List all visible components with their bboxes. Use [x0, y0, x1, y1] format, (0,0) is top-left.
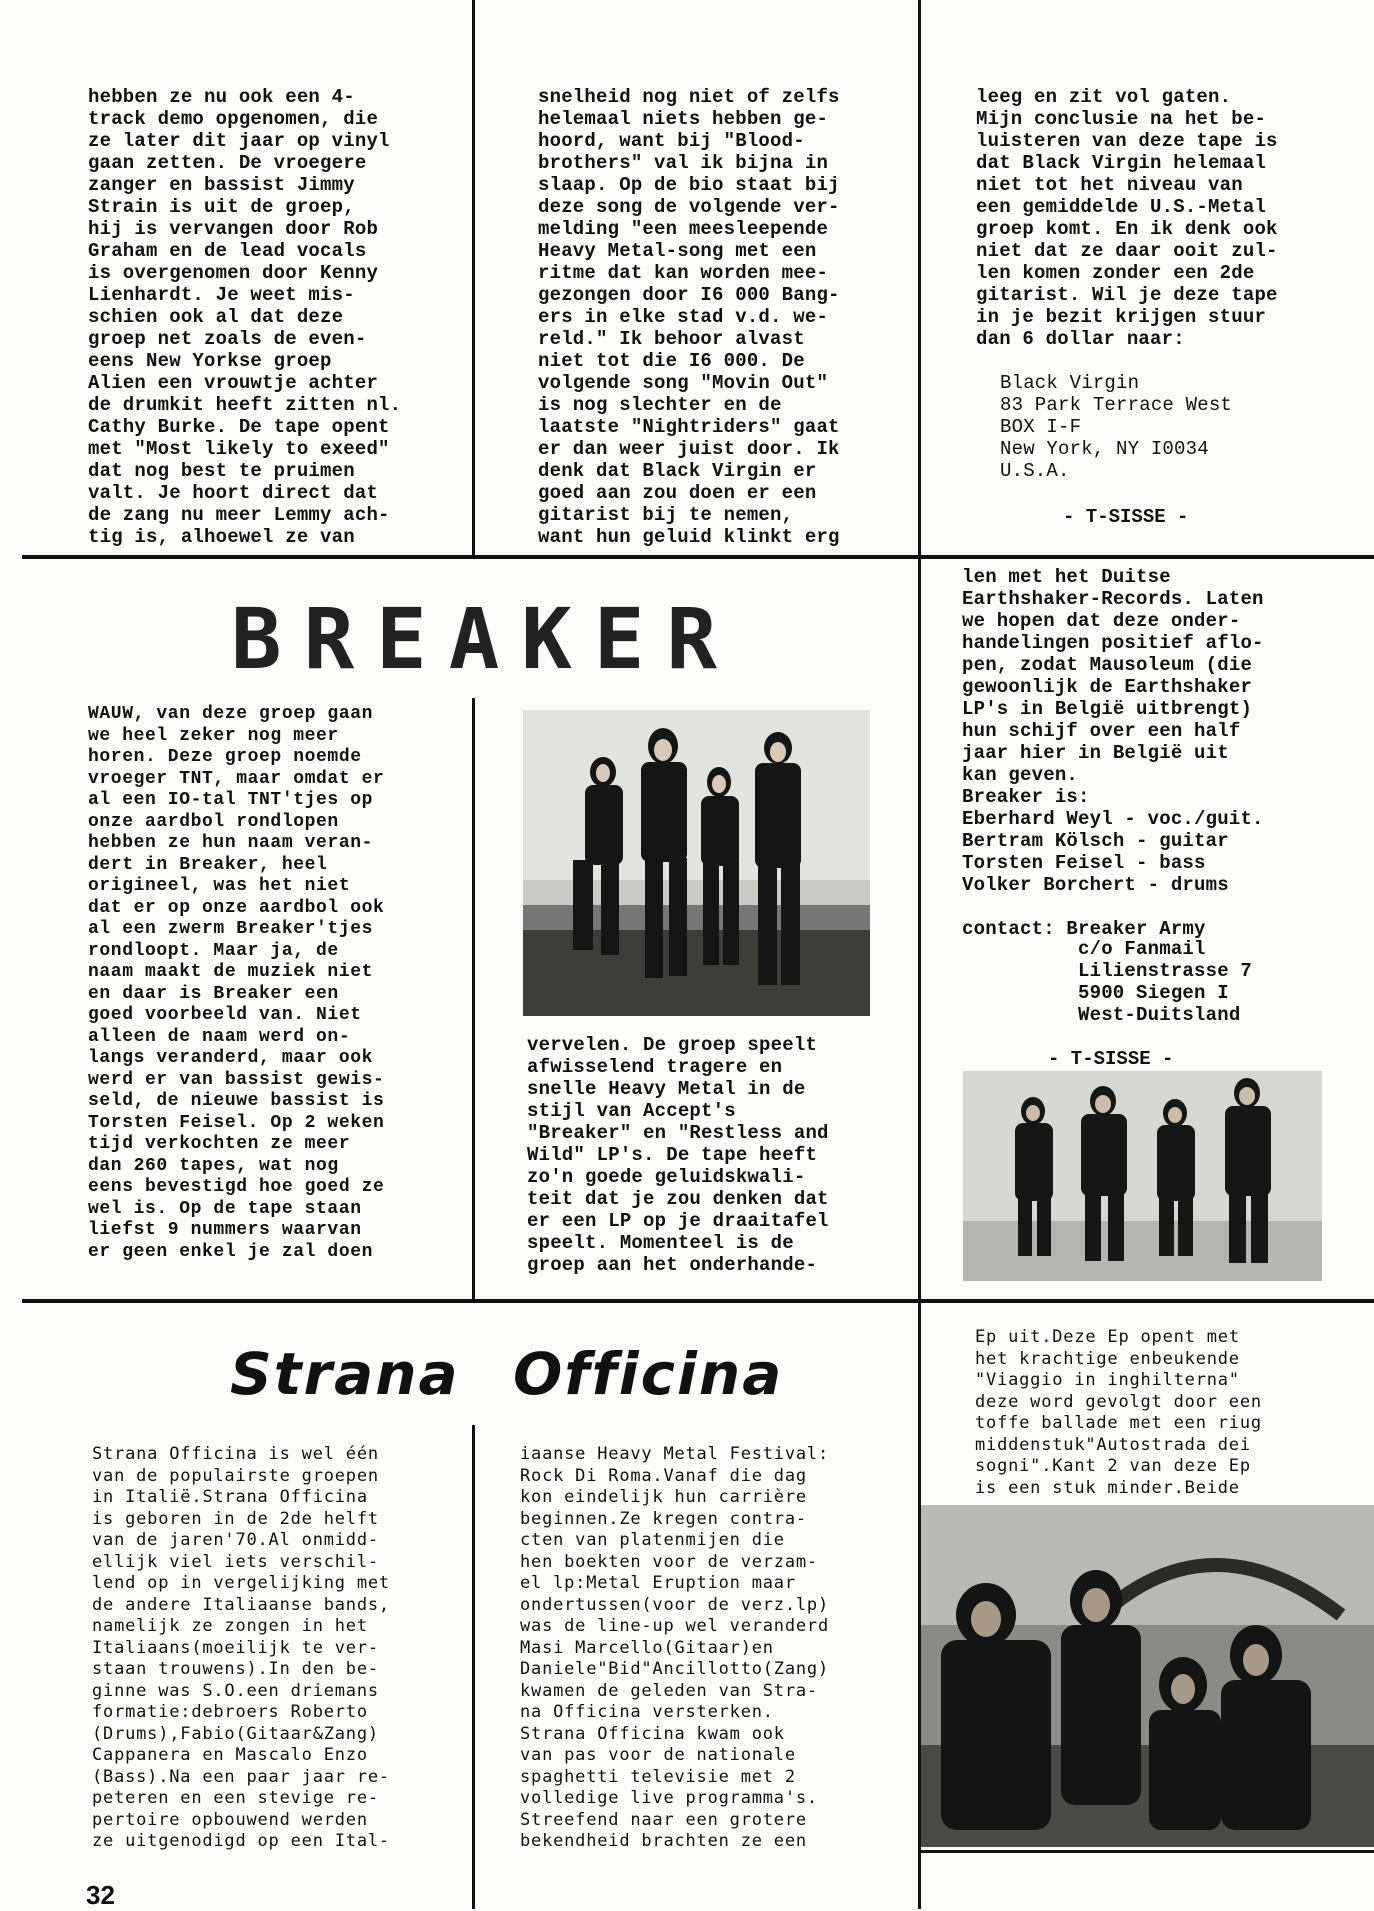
text-line: al een zwerm Breaker'tjes — [88, 919, 374, 939]
text-line: melding "een meesleepende — [538, 218, 829, 240]
text-line: was de line-up wel veranderd — [520, 1616, 829, 1636]
text-line: afwisselend tragere en — [527, 1056, 783, 1078]
section-divider — [22, 555, 1374, 559]
text-line: hij is vervangen door Rob — [88, 218, 379, 240]
text-line: kon eindelijk hun carrière — [520, 1487, 807, 1507]
text-line: de drumkit heeft zitten nl. — [88, 394, 402, 416]
text-line: en daar is Breaker een — [88, 983, 339, 1004]
page-number: 32 — [86, 1880, 115, 1910]
breaker-band-photo — [523, 710, 870, 1016]
text-line: sogni".Kant 2 van deze Ep — [975, 1456, 1251, 1476]
photo-bottom-rule — [921, 1850, 1374, 1853]
text-line: Strana Officina kwam ook — [520, 1723, 785, 1744]
strana-band-photo — [921, 1505, 1374, 1847]
text-line: dat er op onze aardbol ook — [88, 897, 385, 918]
text-line: helemaal niets hebben ge- — [538, 108, 829, 130]
section-divider — [22, 1299, 1374, 1303]
text-line: pertoire opbouwend werden — [92, 1809, 368, 1830]
column-divider — [472, 698, 475, 1299]
text-line: gezongen door I6 000 Bang- — [538, 284, 840, 306]
text-line: Heavy Metal-song met een — [538, 240, 817, 262]
text-line: van de populairste groepen — [92, 1465, 379, 1486]
text-line: niet tot het niveau van — [976, 174, 1243, 196]
text-line: kwamen de geleden van Stra- — [520, 1680, 818, 1701]
text-line: niet tot die I6 000. De — [538, 350, 805, 372]
text-line: Torsten Feisel. Op 2 weken — [88, 1112, 385, 1133]
text-line: peteren en een stevige re- — [92, 1788, 379, 1808]
column-divider — [472, 0, 475, 555]
text-line: deze song de volgende ver- — [538, 196, 840, 218]
breaker-text-col2 — [527, 1034, 829, 1276]
text-line: track demo opgenomen, die — [88, 108, 379, 130]
strana-text-col2 — [520, 1444, 829, 1853]
text-line: al een IO-tal TNT'tjes op — [88, 790, 374, 810]
text-line: ellijk viel iets verschil- — [92, 1551, 379, 1572]
text-line: (Drums),Fabio(Gitaar&Zang) — [92, 1723, 379, 1744]
text-line — [962, 896, 1264, 918]
text-line: hebben ze hun naam veran- — [88, 833, 374, 853]
text-line: Wild" LP's. De tape heeft — [527, 1144, 818, 1166]
text-line: Strain is uit de groep, — [88, 196, 355, 218]
text-line: handelingen positief aflo- — [962, 632, 1264, 654]
black-virgin-signature: - T-SISSE - — [1063, 506, 1189, 528]
text-line: Lilienstrasse 7 — [1078, 960, 1253, 982]
breaker-signature: - T-SISSE - — [1048, 1048, 1174, 1070]
text-line: hen boekten voor de verzam- — [520, 1551, 818, 1572]
text-line: volledige live programma's. — [520, 1788, 818, 1808]
text-line: contact: Breaker Army — [962, 918, 1206, 940]
text-line: origineel, was het niet — [88, 876, 351, 896]
text-line: reld." Ik behoor alvast — [538, 328, 805, 350]
text-line: schien ook al dat deze — [88, 306, 344, 328]
black-virgin-text-col2 — [538, 86, 840, 548]
text-line: lend op in vergelijking met — [92, 1573, 390, 1593]
text-line: jaar hier in België uit — [962, 742, 1229, 764]
text-line: Bertram Kölsch - guitar — [962, 830, 1229, 852]
text-line: volgende song "Movin Out" — [538, 372, 829, 394]
text-line: 83 Park Terrace West — [1000, 394, 1233, 416]
text-line: tig is, alhoewel ze van — [88, 526, 355, 548]
text-line: Masi Marcello(Gitaar)en — [520, 1637, 774, 1658]
text-line: er geen enkel je zal doen — [88, 1241, 374, 1262]
text-line: liefst 9 nummers waarvan — [88, 1220, 362, 1240]
text-line: Italiaans(moeilijk te ver- — [92, 1637, 379, 1658]
text-line: luisteren van deze tape is — [976, 130, 1278, 152]
text-line: hebben ze nu ook een 4- — [88, 86, 355, 108]
text-line: goed aan zou doen er een — [538, 482, 817, 504]
text-line: er een LP op je draaitafel — [527, 1210, 829, 1232]
text-line: ondertussen(voor de verz.lp) — [520, 1594, 829, 1615]
text-line: "Viaggio in inghilterna" — [975, 1370, 1240, 1390]
text-line: gewoonlijk de Earthshaker — [962, 676, 1253, 698]
text-line: spaghetti televisie met 2 — [520, 1766, 796, 1787]
text-line: hoord, want bij "Blood- — [538, 130, 805, 152]
text-line: want hun geluid klinkt erg — [538, 526, 840, 548]
text-line: is nog slechter en de — [538, 394, 782, 416]
text-line: (Bass).Na een paar jaar re- — [92, 1766, 390, 1787]
text-line: langs veranderd, maar ook — [88, 1048, 374, 1068]
text-line: dert in Breaker, heel — [88, 854, 328, 875]
text-line: c/o Fanmail — [1078, 938, 1206, 960]
text-line: len komen zonder een 2de — [976, 262, 1255, 284]
strana-title-word1: Strana — [230, 1340, 460, 1408]
text-line: LP's in België uitbrengt) — [962, 698, 1253, 720]
text-line: met "Most likely to exeed" — [88, 438, 390, 460]
text-line: U.S.A. — [1000, 460, 1070, 482]
text-line: staan trouwens).In den be- — [92, 1659, 379, 1679]
text-line: werd er van bassist gewis- — [88, 1069, 385, 1090]
breaker-text-col3 — [962, 566, 1264, 940]
text-line: West-Duitsland — [1078, 1004, 1241, 1026]
column-divider — [472, 1425, 475, 1909]
text-line: het krachtige enbeukende — [975, 1348, 1240, 1369]
text-line: Streefend naar een grotere — [520, 1809, 807, 1830]
text-line: Strana Officina is wel één — [92, 1444, 379, 1464]
text-line: groep komt. En ik denk ook — [976, 218, 1278, 240]
text-line: ze later dit jaar op vinyl — [88, 130, 390, 152]
text-line: denk dat Black Virgin er — [538, 460, 817, 482]
breaker-contact-address — [1078, 938, 1252, 1026]
text-line: alleen de naam werd on- — [88, 1026, 351, 1047]
text-line: in Italië.Strana Officina — [92, 1487, 368, 1507]
text-line: Cathy Burke. De tape opent — [88, 416, 390, 438]
text-line: Earthshaker-Records. Laten — [962, 588, 1264, 610]
text-line: gaan zetten. De vroegere — [88, 152, 367, 174]
text-line: iaanse Heavy Metal Festival: — [520, 1444, 829, 1464]
text-line: stijl van Accept's — [527, 1100, 736, 1122]
text-line: ers in elke stad v.d. we- — [538, 306, 829, 328]
text-line: Torsten Feisel - bass — [962, 852, 1206, 874]
text-line: gitarist bij te nemen, — [538, 504, 794, 526]
text-line: deze word gevolgt door een — [975, 1391, 1262, 1412]
text-line: rondloopt. Maar ja, de — [88, 940, 339, 961]
text-line: dat Black Virgin helemaal — [976, 152, 1267, 174]
text-line: eens New Yorkse groep — [88, 350, 332, 372]
text-line: hun schijf over een half — [962, 720, 1241, 742]
text-line: tijd verkochten ze meer — [88, 1134, 351, 1154]
text-line: Volker Borchert - drums — [962, 874, 1229, 896]
text-line: slaap. Op de bio staat bij — [538, 174, 840, 196]
text-line: Mijn conclusie na het be- — [976, 108, 1267, 130]
black-virgin-text-col3 — [976, 86, 1278, 350]
column-divider — [918, 0, 921, 555]
text-line: snelheid nog niet of zelfs — [538, 86, 840, 108]
text-line: Daniele"Bid"Ancillotto(Zang) — [520, 1659, 829, 1679]
text-line: er dan weer juist door. Ik — [538, 438, 840, 460]
text-line: we heel zeker nog meer — [88, 725, 339, 746]
text-line: vervelen. De groep speelt — [527, 1034, 818, 1056]
text-line: ginne was S.O.een driemans — [92, 1680, 379, 1701]
text-line: van de jaren'70.Al onmidd- — [92, 1530, 379, 1550]
text-line: ritme dat kan worden mee- — [538, 262, 829, 284]
text-line: wel is. Op de tape staan — [88, 1198, 362, 1219]
text-line: toffe ballade met een riug — [975, 1413, 1262, 1433]
text-line: Rock Di Roma.Vanaf die dag — [520, 1465, 807, 1486]
strana-text-col1 — [92, 1444, 390, 1853]
text-line: dan 260 tapes, wat nog — [88, 1155, 339, 1176]
text-line: beginnen.Ze kregen contra- — [520, 1508, 807, 1529]
column-divider — [918, 558, 921, 1299]
text-line: speelt. Momenteel is de — [527, 1232, 794, 1254]
text-line: "Breaker" en "Restless and — [527, 1122, 829, 1144]
text-line: van pas voor de nationale — [520, 1745, 796, 1765]
text-line: is overgenomen door Kenny — [88, 262, 379, 284]
text-line: laatste "Nightriders" gaat — [538, 416, 840, 438]
text-line: Cappanera en Mascalo Enzo — [92, 1745, 368, 1765]
text-line: BOX I-F — [1000, 416, 1082, 438]
text-line: naam maakt de muziek niet — [88, 962, 374, 982]
text-line: Graham en de lead vocals — [88, 240, 367, 262]
text-line: groep net zoals de even- — [88, 328, 367, 350]
text-line: de andere Italiaanse bands, — [92, 1594, 390, 1615]
text-line: goed voorbeeld van. Niet — [88, 1005, 362, 1025]
breaker-text-col1 — [88, 704, 384, 1263]
text-line: leeg en zit vol gaten. — [976, 86, 1232, 108]
black-virgin-address — [1000, 372, 1232, 482]
text-line: Black Virgin — [1000, 372, 1140, 394]
breaker-title: BREAKER — [231, 590, 740, 688]
text-line: Alien een vrouwtje achter — [88, 372, 379, 394]
text-line: len met het Duitse — [962, 566, 1171, 588]
text-line: na Officina versterken. — [520, 1702, 774, 1722]
text-line: ze uitgenodigd op een Ital- — [92, 1831, 390, 1851]
text-line: Lienhardt. Je weet mis- — [88, 284, 355, 306]
text-line: New York, NY I0034 — [1000, 438, 1209, 460]
text-line: een gemiddelde U.S.-Metal — [976, 196, 1267, 218]
text-line: namelijk ze zongen in het — [92, 1616, 368, 1636]
text-line: is geboren in de 2de helft — [92, 1508, 379, 1529]
text-line: onze aardbol rondlopen — [88, 811, 339, 832]
text-line: Ep uit.Deze Ep opent met — [975, 1327, 1240, 1347]
text-line: Breaker is: — [962, 786, 1090, 808]
text-line: niet dat ze daar ooit zul- — [976, 240, 1278, 262]
text-line: cten van platenmijen die — [520, 1530, 785, 1550]
text-line: horen. Deze groep noemde — [88, 747, 362, 767]
text-line: groep aan het onderhande- — [527, 1254, 818, 1276]
text-line: teit dat je zou denken dat — [527, 1188, 829, 1210]
text-line: pen, zodat Mausoleum (die — [962, 654, 1253, 676]
text-line: middenstuk"Autostrada dei — [975, 1434, 1251, 1455]
strana-text-col3 — [975, 1327, 1262, 1499]
black-virgin-text-col1 — [88, 86, 401, 548]
text-line: formatie:debroers Roberto — [92, 1702, 368, 1722]
text-line: WAUW, van deze groep gaan — [88, 704, 374, 724]
text-line: zanger en bassist Jimmy — [88, 174, 355, 196]
text-line: is een stuk minder.Beide — [975, 1477, 1240, 1498]
strana-title-word2: Officina — [513, 1340, 784, 1408]
text-line: kan geven. — [962, 764, 1079, 786]
text-line: snelle Heavy Metal in de — [527, 1078, 806, 1100]
text-line: dan 6 dollar naar: — [976, 328, 1185, 350]
text-line: bekendheid brachten ze een — [520, 1831, 807, 1851]
text-line: in je bezit krijgen stuur — [976, 306, 1267, 328]
text-line: el lp:Metal Eruption maar — [520, 1573, 796, 1593]
text-line: zo'n goede geluidskwali- — [527, 1166, 806, 1188]
text-line: 5900 Siegen I — [1078, 982, 1229, 1004]
text-line: valt. Je hoort direct dat — [88, 482, 379, 504]
text-line: de zang nu meer Lemmy ach- — [88, 504, 390, 526]
text-line: gitarist. Wil je deze tape — [976, 284, 1278, 306]
breaker-band-photo-2 — [963, 1071, 1322, 1281]
text-line: brothers" val ik bijna in — [538, 152, 829, 174]
text-line: dat nog best te pruimen — [88, 460, 355, 482]
text-line: eens bevestigd hoe goed ze — [88, 1177, 385, 1197]
text-line: Eberhard Weyl - voc./guit. — [962, 808, 1264, 830]
text-line: seld, de nieuwe bassist is — [88, 1091, 385, 1111]
text-line: we hopen dat deze onder- — [962, 610, 1241, 632]
text-line: vroeger TNT, maar omdat er — [88, 768, 385, 789]
